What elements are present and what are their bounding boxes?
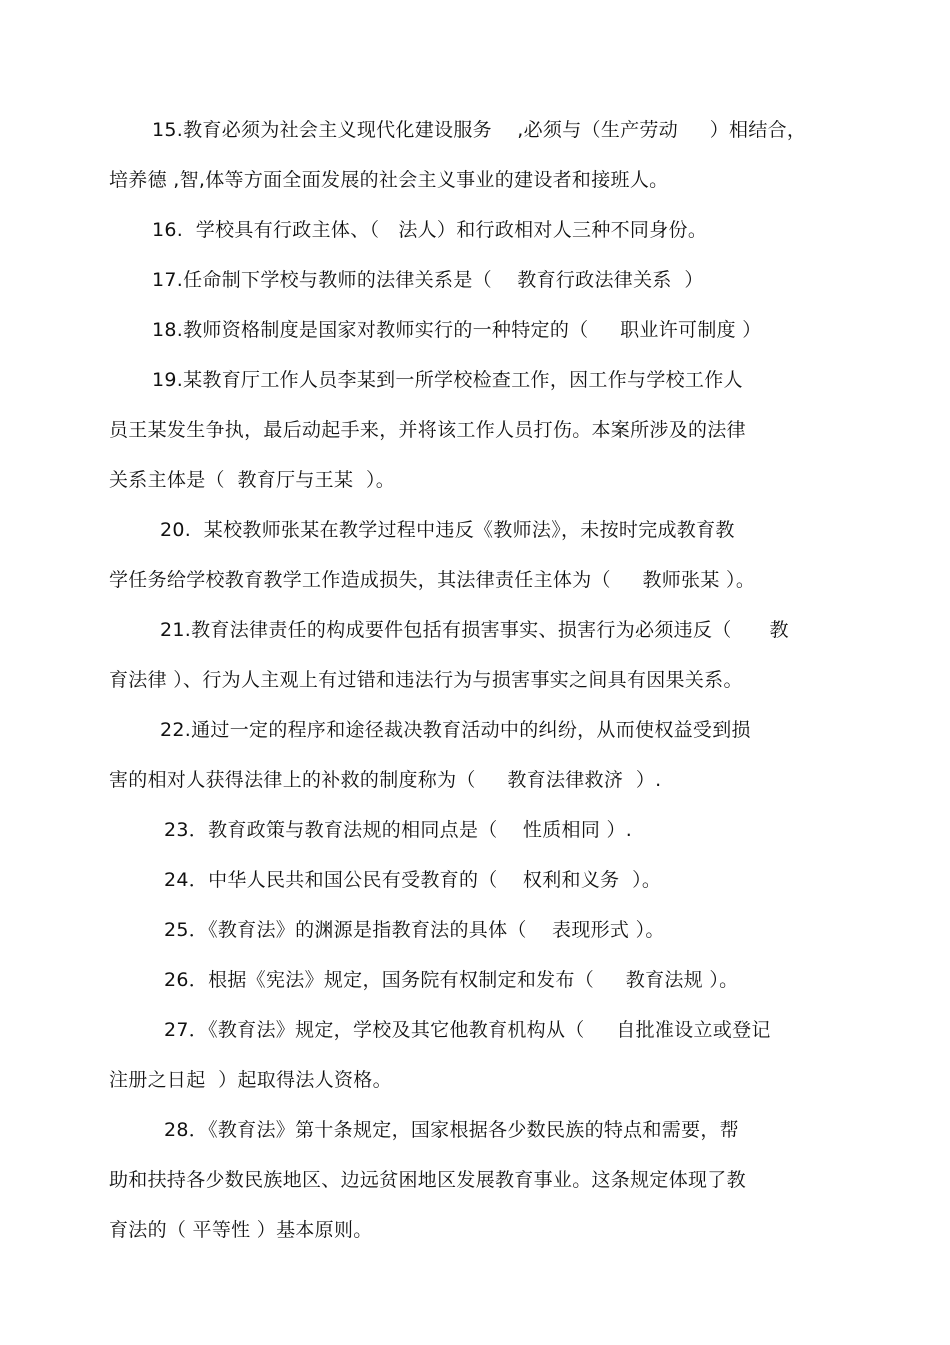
- item-23-line-1: 23．教育政策与教育法规的相同点是（ 性质相同 ）.: [164, 819, 633, 841]
- item-17-line-1: 17.任命制下学校与教师的法律关系是（ 教育行政法律关系 ）: [152, 269, 704, 291]
- item-27-line-2: 注册之日起 ）起取得法人资格。: [109, 1069, 392, 1091]
- item-25-line-1: 25．《教育法》的渊源是指教育法的具体（ 表现形式 ）。: [164, 919, 665, 941]
- item-26-line-1: 26．根据《宪法》规定，国务院有权制定和发布（ 教育法规 ）。: [164, 969, 739, 991]
- item-15-line-1: 15.教育必须为社会主义现代化建设服务 ,必须与（生产劳动 ）相结合，: [152, 119, 807, 141]
- item-16-line-1: 16. 学校具有行政主体、（ 法人）和行政相对人三种不同身份。: [152, 219, 708, 241]
- item-28-line-3: 育法的（ 平等性 ）基本原则。: [109, 1219, 373, 1241]
- item-22-line-1: 22.通过一定的程序和途径裁决教育活动中的纠纷，从而使权益受到损: [160, 719, 751, 741]
- item-21-line-2: 育法律 ）、行为人主观上有过错和违法行为与损害事实之间具有因果关系。: [109, 669, 743, 691]
- item-22-line-2: 害的相对人获得法律上的补救的制度称为（ 教育法律救济 ）.: [109, 769, 662, 791]
- item-24-line-1: 24．中华人民共和国公民有受教育的（ 权利和义务 ）。: [164, 869, 662, 891]
- item-28-line-1: 28．《教育法》第十条规定，国家根据各少数民族的特点和需要，帮: [164, 1119, 739, 1141]
- item-28-line-2: 助和扶持各少数民族地区、边远贫困地区发展教育事业。这条规定体现了教: [109, 1169, 746, 1191]
- item-19-line-2: 员王某发生争执，最后动起手来，并将该工作人员打伤。本案所涉及的法律: [109, 419, 746, 441]
- item-19-line-3: 关系主体是（ 教育厅与王某 ）。: [109, 469, 396, 491]
- item-27-line-1: 27．《教育法》规定，学校及其它他教育机构从（ 自批准设立或登记: [164, 1019, 771, 1041]
- item-15-line-2: 培养德 ,智,体等方面全面发展的社会主义事业的建设者和接班人。: [109, 169, 669, 191]
- item-18-line-1: 18.教师资格制度是国家对教师实行的一种特定的（ 职业许可制度 ）: [152, 319, 762, 341]
- item-20-line-1: 20. 某校教师张某在教学过程中违反《教师法》，未按时完成教育教: [160, 519, 735, 541]
- item-20-line-2: 学任务给学校教育教学工作造成损失，其法律责任主体为（ 教师张某 ）。: [109, 569, 756, 591]
- item-19-line-1: 19.某教育厅工作人员李某到一所学校检查工作，因工作与学校工作人: [152, 369, 743, 391]
- item-21-line-1: 21.教育法律责任的构成要件包括有损害事实、损害行为必须违反（ 教: [160, 619, 789, 641]
